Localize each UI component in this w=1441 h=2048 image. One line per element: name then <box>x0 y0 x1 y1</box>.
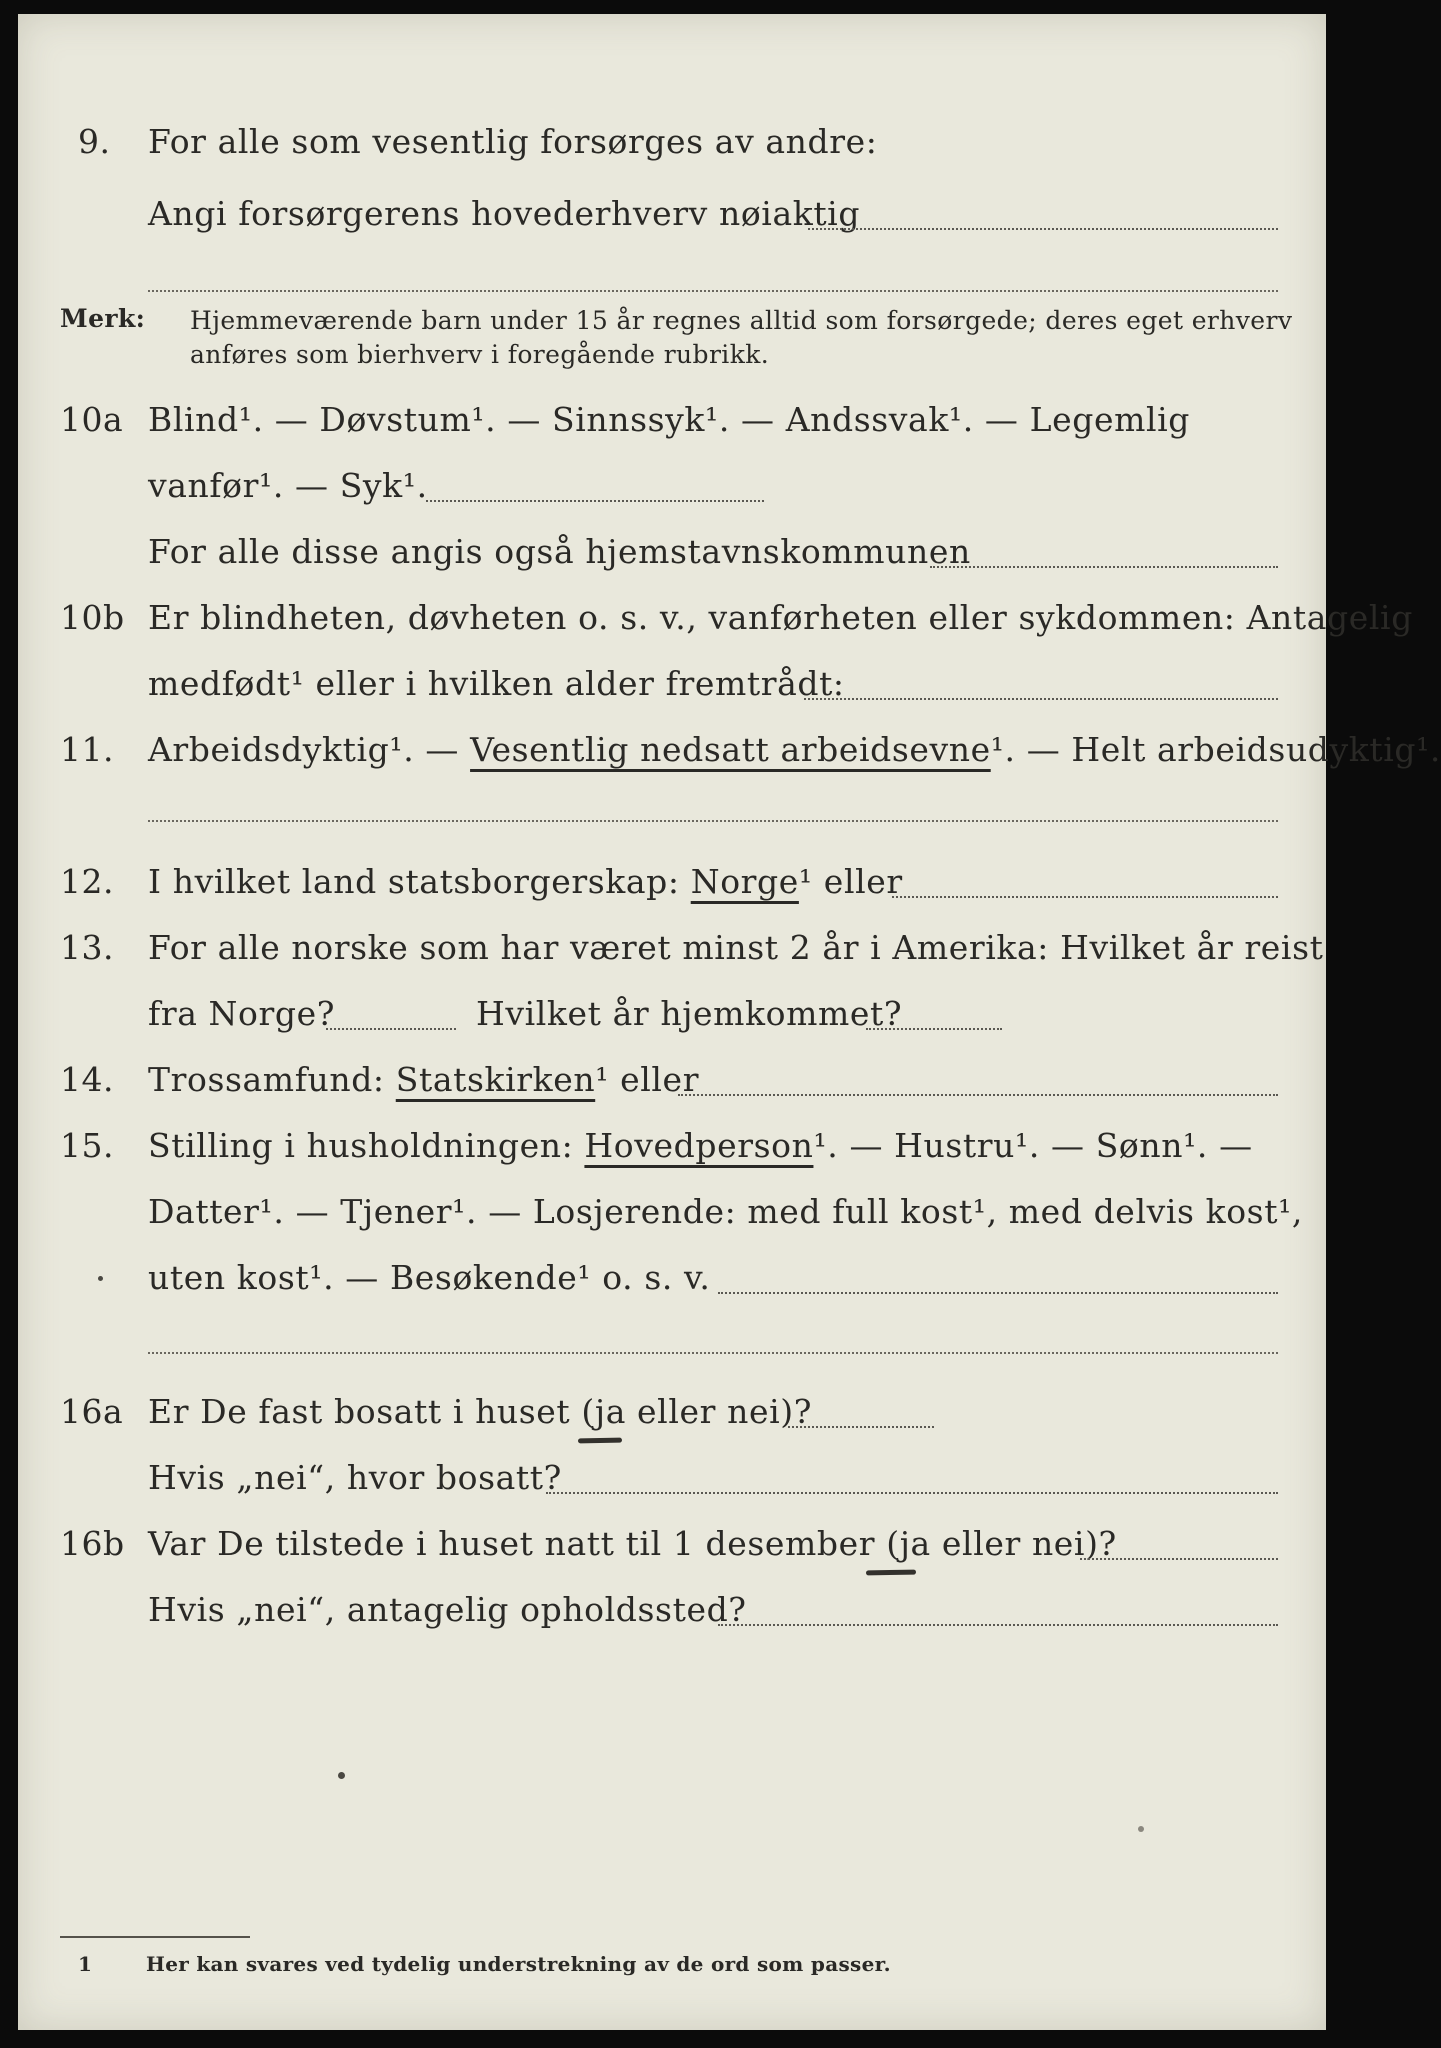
underlined-answer[interactable]: Hovedperson <box>584 1126 814 1165</box>
question-15-line-3: uten kost¹. — Besøkende¹ o. s. v. <box>148 1258 711 1297</box>
question-number: 10a <box>60 400 124 439</box>
footnote-rule <box>60 1936 250 1938</box>
question-16a-line-2: Hvis „nei“, hvor bosatt? <box>148 1458 562 1497</box>
ink-dot <box>98 1276 103 1281</box>
question-number: 14. <box>60 1060 114 1099</box>
question-15-line-1 <box>148 1126 1253 1165</box>
note-label: Merk: <box>60 304 146 333</box>
answer-line[interactable] <box>808 228 1278 230</box>
underlined-answer[interactable]: Vesentlig nedsatt arbeidsevne <box>470 730 991 769</box>
question-10b-line-2: medfødt¹ eller i hvilken alder fremtrådt: <box>148 664 845 703</box>
question-11-text <box>148 730 1441 769</box>
question-14-text <box>148 1060 699 1099</box>
footnote-text: Her kan svares ved tydelig understrekning av de ord som passer. <box>146 1952 891 1976</box>
question-10a-line-1: Blind¹. — Døvstum¹. — Sinnssyk¹. — Andssvak¹. — Legemlig <box>148 400 1191 439</box>
question-10b-line-1: Er blindheten, døvheten o. s. v., vanførheten eller sykdommen: Antagelig <box>148 598 1413 637</box>
option-text: Trossamfund: <box>148 1060 396 1099</box>
note-line-1: Hjemmeværende barn under 15 år regnes alltid som forsørgede; deres eget erhverv <box>190 306 1293 335</box>
question-number: 9. <box>78 122 111 161</box>
question-9-text: For alle som vesentlig forsørges av andre: <box>148 122 878 161</box>
answer-line[interactable] <box>326 1028 456 1030</box>
answer-line[interactable] <box>678 1094 1278 1096</box>
note-line-2: anføres som bierhverv i foregående rubrikk. <box>190 340 770 369</box>
question-13-line-1: For alle norske som har været minst 2 år i Amerika: Hvilket år reist <box>148 928 1324 967</box>
answer-line[interactable] <box>866 1028 1002 1030</box>
question-number: 13. <box>60 928 114 967</box>
answer-line[interactable] <box>1080 1558 1278 1560</box>
option-text: Stilling i husholdningen: <box>148 1126 585 1165</box>
question-number: 12. <box>60 862 114 901</box>
ink-underline-mark <box>866 1570 916 1576</box>
option-text: ¹. — Helt arbeidsudyktig¹. <box>990 730 1441 769</box>
answer-line[interactable] <box>804 698 1278 700</box>
question-15-line-2: Datter¹. — Tjener¹. — Losjerende: med full kost¹, med delvis kost¹, <box>148 1192 1303 1231</box>
separator-line <box>148 290 1278 292</box>
answer-line[interactable] <box>892 896 1278 898</box>
question-9-field-label: Angi forsørgerens hovederhverv nøiaktig <box>148 194 861 233</box>
question-10a-line-3: For alle disse angis også hjemstavnskommunen <box>148 532 971 571</box>
question-16b-line-1: Var De tilstede i huset natt til 1 desember (ja eller nei)? <box>148 1524 1117 1563</box>
census-form-page <box>18 14 1441 2030</box>
question-12-text <box>148 862 903 901</box>
option-text: ¹. — Hustru¹. — Sønn¹. — <box>813 1126 1253 1165</box>
answer-line[interactable] <box>788 1426 934 1428</box>
ink-underline-mark <box>578 1438 622 1444</box>
answer-line[interactable] <box>718 1624 1278 1626</box>
answer-line[interactable] <box>930 566 1278 568</box>
answer-line[interactable] <box>718 1292 1278 1294</box>
option-text: ¹ eller <box>798 862 903 901</box>
question-13-line-2a: fra Norge? <box>148 994 336 1033</box>
answer-line[interactable] <box>426 500 764 502</box>
footnote-mark: 1 <box>78 1952 93 1976</box>
question-number: 16a <box>60 1392 124 1431</box>
question-10a-line-2: vanfør¹. — Syk¹. <box>148 466 428 505</box>
ink-dot <box>1138 1826 1144 1832</box>
question-16b-line-2: Hvis „nei“, antagelig opholdssted? <box>148 1590 747 1629</box>
option-text: ¹ eller <box>595 1060 700 1099</box>
option-text: I hvilket land statsborgerskap: <box>148 862 691 901</box>
option-text: Arbeidsdyktig¹. — <box>148 730 471 769</box>
question-number: 10b <box>60 598 125 637</box>
question-13-line-2b: Hvilket år hjemkommet? <box>476 994 903 1033</box>
separator-line <box>148 1352 1278 1354</box>
question-number: 15. <box>60 1126 114 1165</box>
ink-dot <box>338 1772 345 1779</box>
answer-line[interactable] <box>546 1492 1278 1494</box>
question-number: 11. <box>60 730 114 769</box>
separator-line <box>148 820 1278 822</box>
underlined-answer[interactable]: Norge <box>690 862 799 901</box>
question-16a-line-1: Er De fast bosatt i huset (ja eller nei)? <box>148 1392 812 1431</box>
underlined-answer[interactable]: Statskirken <box>395 1060 596 1099</box>
question-number: 16b <box>60 1524 125 1563</box>
